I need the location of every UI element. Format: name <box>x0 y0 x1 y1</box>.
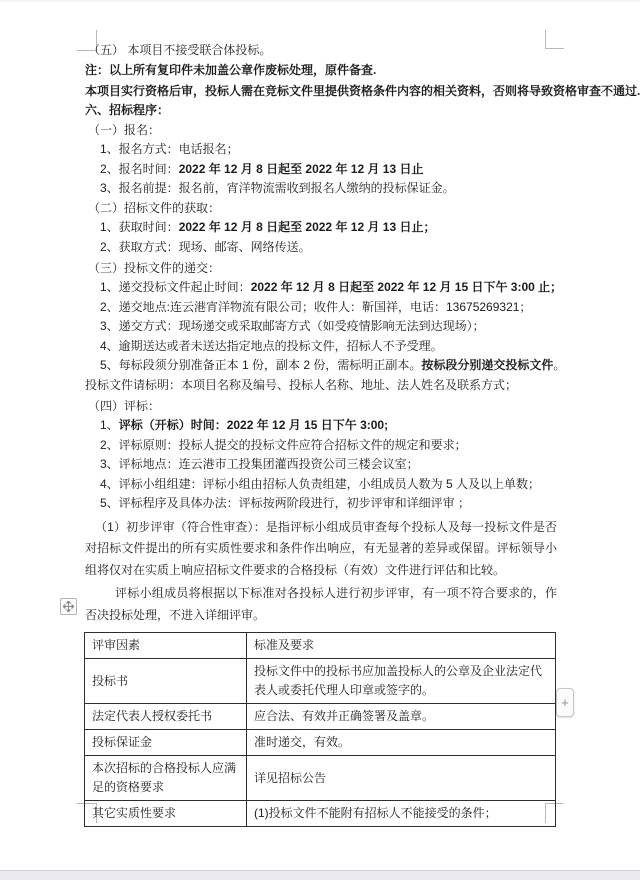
text-segment: 2、获取方式：现场、邮寄、网络传送。 <box>100 239 311 254</box>
text-segment: 3、递交方式：现场递交或采取邮寄方式（如受疫情影响无法到达现场）； <box>100 319 485 333</box>
document-line <box>85 497 557 510</box>
document-line <box>85 400 557 413</box>
table-cell: 法定代表人授权委托书 <box>85 704 247 730</box>
text-segment: 5、评标程序及具体办法：评标按两阶段进行，初步评审和详细评审 ； <box>100 496 471 510</box>
text-segment: （二）招标文件的获取： <box>88 200 221 215</box>
document-line <box>85 280 563 294</box>
document-line <box>85 202 557 215</box>
text-segment: 3、报名前提：报名前，宵洋物流需收到报名人缴纳的投标保证金。 <box>100 181 455 195</box>
document-line <box>85 478 557 491</box>
table-cell: 本次招标的合格投标人应满足的资格要求 <box>85 756 247 801</box>
document-line <box>85 301 557 314</box>
text-segment: 1、获取时间： <box>100 220 179 234</box>
text-segment: （五） 本项目不接受联合体投标。 <box>88 43 272 57</box>
table-header-cell: 评审因素 <box>85 633 247 659</box>
document-line <box>85 517 557 582</box>
text-segment: （一）报名： <box>88 122 161 137</box>
document-line <box>85 44 557 57</box>
bold-text-segment: 2022 年 12 月 8 日起至 2022 年 12 月 13 日止； <box>178 220 436 234</box>
document-line <box>85 262 557 275</box>
table-cell: 投标书 <box>85 659 247 704</box>
table-row <box>85 659 556 704</box>
document-line <box>85 241 557 254</box>
text-segment: 2、递交地点:连云港宵洋物流有限公司；收件人：靳国祥，电话：13675269321； <box>100 299 532 314</box>
text-segment: 2、评标原则：投标人提交的投标文件应符合招标文件的规定和要求； <box>100 437 467 452</box>
text-segment: 1、 <box>100 418 119 432</box>
text-segment: 4、逾期送达或者未送达指定地点的投标文件，招标人不予受理。 <box>100 338 443 353</box>
document-body <box>85 43 640 827</box>
table-move-handle-icon[interactable] <box>60 598 77 615</box>
document-line <box>85 83 640 98</box>
text-segment: 5、每标段须分别准备正本 1 份，副本 2 份，需标明正副本。 <box>100 358 422 372</box>
text-segment: （三）投标文件的递交： <box>88 260 221 275</box>
document-line <box>85 358 566 372</box>
document-line <box>85 104 557 117</box>
table-row <box>85 730 556 756</box>
document-line <box>85 221 557 234</box>
text-segment: 投标文件请标明：本项目名称及编号、投标人名称、地址、法人姓名及联系方式； <box>85 377 518 392</box>
table-row <box>85 756 556 801</box>
document-line <box>85 320 557 333</box>
table-cell: 其它实质性要求 <box>85 801 247 827</box>
text-segment: 。 <box>553 358 566 372</box>
bold-text-segment: 2022 年 12 月 8 日起至 2022 年 12 月 15 日下午 3:00 止； <box>250 280 563 294</box>
document-line <box>85 340 557 353</box>
canvas-bottom-strip <box>0 870 640 880</box>
bold-text-segment: 2022 年 12 月 8 日起至 2022 年 12 月 13 日止 <box>178 161 424 176</box>
text-segment: （1）初步评审（符合性审查）：是指评标小组成员审查每个投标人及每一投标文件是否对招标文件提出的所有实质性要求和条件作出响应，有无显著的差异或保留。评标领导小组将仅对在实质上响应招标文件要求的合格投标（有效）文件进行评估和比较。 <box>85 519 557 577</box>
document-line <box>85 583 557 626</box>
table-cell: 投标文件中的投标书应加盖投标人的公章及企业法定代表人或委托代理人印章或签字的。 <box>247 659 556 704</box>
document-line <box>85 143 557 156</box>
plus-icon: + <box>561 695 569 710</box>
document-line <box>85 419 557 432</box>
page-top-edge <box>0 0 640 2</box>
document-line <box>85 182 557 195</box>
bold-text-segment: 评标（开标）时间：2022 年 12 月 15 日下午 3:00; <box>118 418 389 432</box>
text-segment: 1、递交投标文件起止时间： <box>100 280 251 294</box>
table-row <box>85 801 556 827</box>
table-cell: (1)投标文件不能附有招标人不能接受的条件； <box>247 801 556 827</box>
document-line <box>85 64 557 77</box>
text-segment: 评标小组成员将根据以下标准对各投标人进行初步评审，有一项不符合要求的，作否决投标处理，不进入详细评审。 <box>85 586 557 622</box>
table-row <box>85 704 556 730</box>
bold-text-segment: 六、招标程序： <box>85 103 170 117</box>
table-cell: 准时递交，有效。 <box>247 730 556 756</box>
document-line <box>85 379 557 392</box>
table-cell: 详见招标公告 <box>247 756 556 801</box>
document-line <box>85 439 557 452</box>
text-segment: 4、评标小组组建：评标小组由招标人负责组建，小组成员人数为 5 人及以上单数； <box>100 476 541 491</box>
document-line <box>85 124 557 137</box>
table-header-row <box>85 633 556 659</box>
four-way-arrow-icon <box>63 601 74 612</box>
document-line <box>85 163 557 176</box>
text-segment: 2、报名时间： <box>100 161 179 176</box>
table-header-cell: 标准及要求 <box>247 633 556 659</box>
table-cell: 应合法、有效并正确签署及盖章。 <box>247 704 556 730</box>
text-segment: 1、报名方式：电话报名； <box>100 142 239 156</box>
table-cell: 投标保证金 <box>85 730 247 756</box>
review-criteria-table-body <box>85 633 556 827</box>
bold-text-segment: 注：以上所有复印件未加盖公章作废标处理，原件备查. <box>85 62 377 77</box>
bold-text-segment: 本项目实行资格后审，投标人需在竞标文件里提供资格条件内容的相关资料，否则将导致资格审查不通过. <box>85 83 640 98</box>
table-insert-button[interactable] <box>556 688 574 717</box>
bold-text-segment: 按标段分别递交投标文件 <box>421 358 554 372</box>
text-segment: 3、评标地点：连云港市工投集团灌西投资公司三楼会议室； <box>100 457 419 471</box>
text-segment: （四）评标： <box>88 398 161 413</box>
review-criteria-table <box>84 632 556 827</box>
document-line <box>85 458 557 471</box>
